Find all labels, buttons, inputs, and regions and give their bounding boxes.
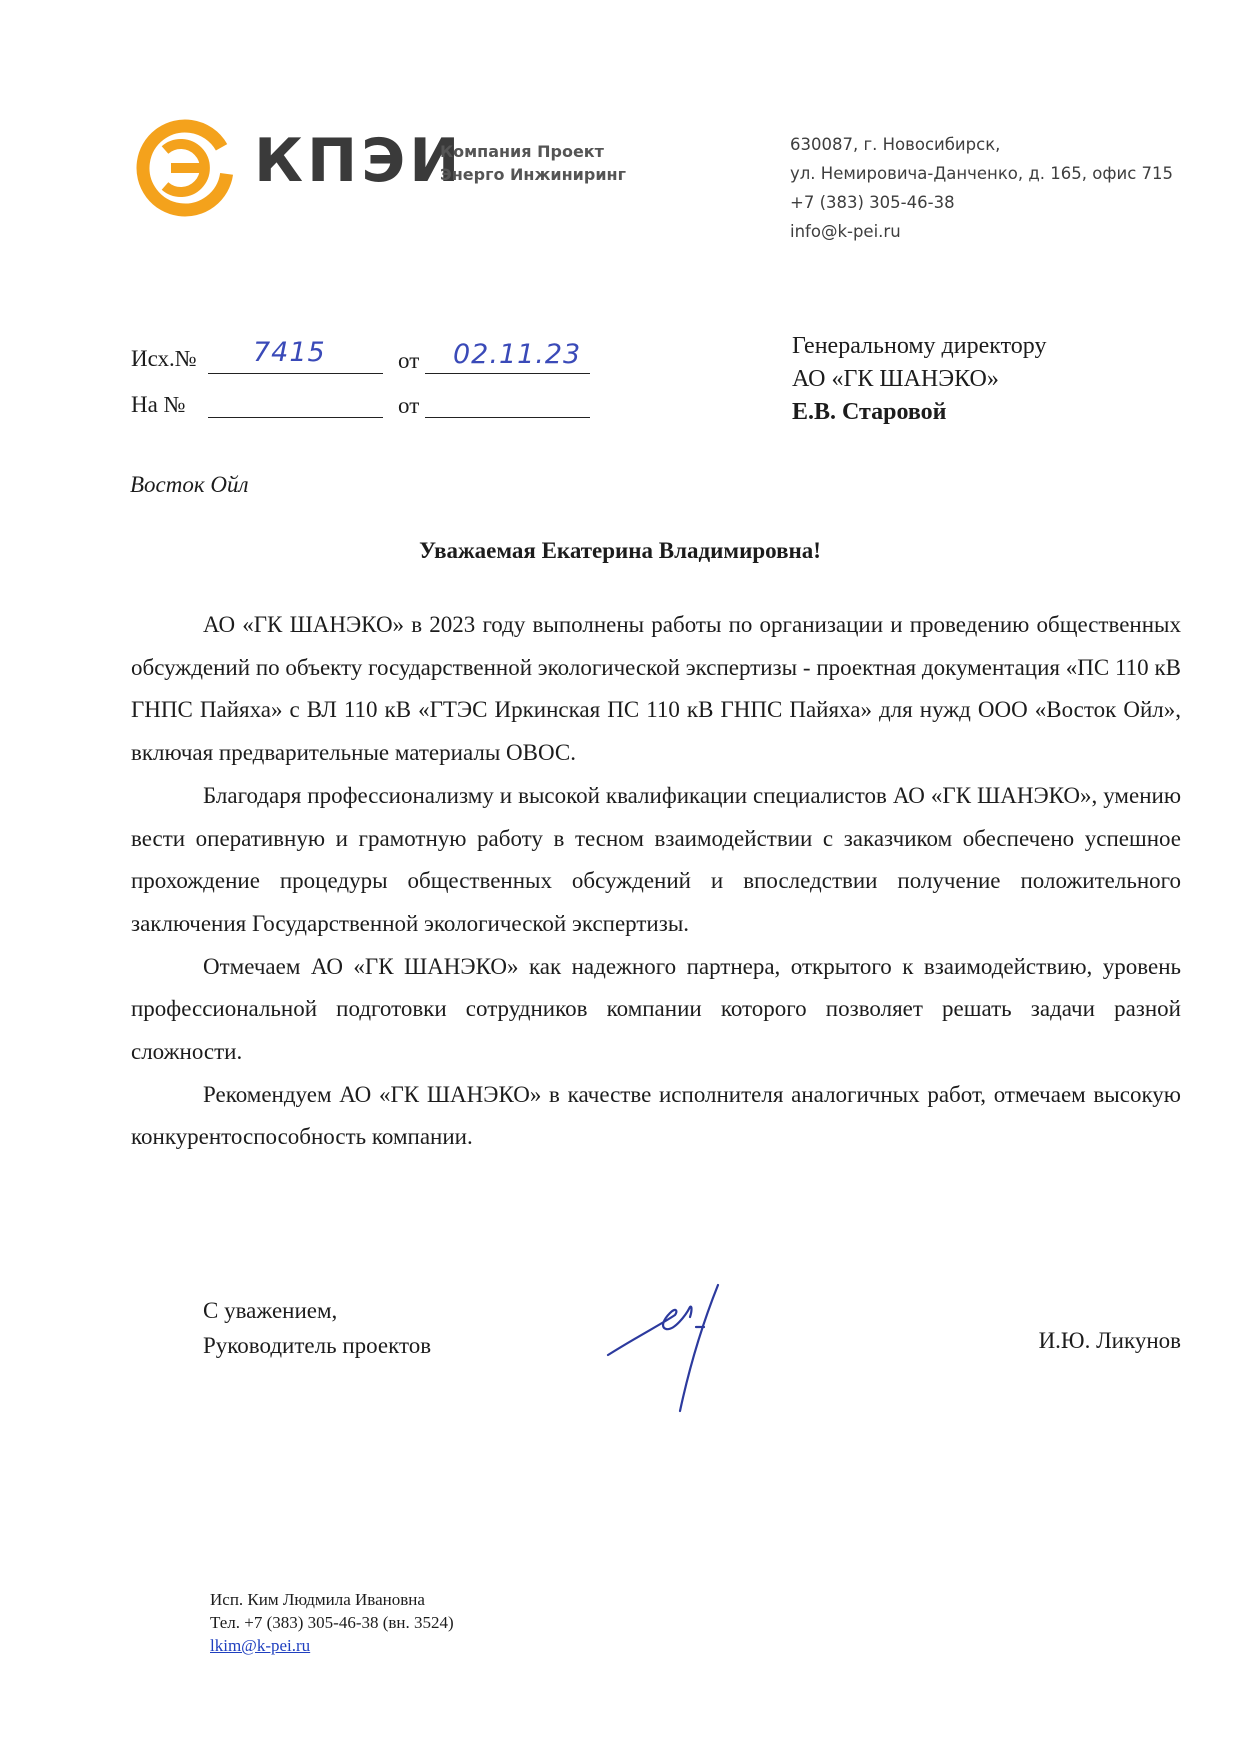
address-line1: 630087, г. Новосибирск, [790, 135, 1001, 154]
body-paragraph: АО «ГК ШАНЭКО» в 2023 году выполнены работы по организации и проведению общественных обсуждений по объекту государственной экологической экспертизы - проектная документация «ПС 110 кВ ГНПС Пайяха» с ВЛ 110 кВ «ГТЭС Иркинская ПС 110 кВ ГНПС Пайяха» для нужд ООО «Восток Ойл», включая предварительные материалы ОВОС. [131, 612, 1181, 766]
letter-body [131, 604, 1181, 1159]
in-number-field [208, 389, 383, 418]
addressee-name: Е.В. Старовой [792, 399, 947, 425]
signer-name: И.Ю. Ликунов [1038, 1328, 1181, 1353]
out-number-label: Исх.№ [131, 346, 197, 371]
company-name-line2: Энерго Инжиниринг [440, 165, 626, 184]
company-email: info@k-pei.ru [790, 222, 901, 241]
out-number-field [208, 337, 383, 374]
company-name [440, 140, 626, 186]
out-number-value: 7415 [253, 337, 326, 368]
in-date-label: от [398, 393, 420, 418]
handwritten-signature [600, 1275, 810, 1425]
signer-position: Руководитель проектов [203, 1333, 432, 1358]
project-note: Восток Ойл [130, 472, 249, 497]
company-phone: +7 (383) 305-46-38 [790, 193, 955, 212]
closing-phrase: С уважением, [203, 1298, 338, 1323]
body-paragraph: Рекомендуем АО «ГК ШАНЭКО» в качестве исполнителя аналогичных работ, отмечаем высокую конкурентоспособность компании. [131, 1081, 1181, 1150]
addressee [792, 330, 1046, 429]
out-date-value: 02.11.23 [453, 339, 582, 370]
body-paragraph: Отмечаем АО «ГК ШАНЭКО» как надежного партнера, открытого к взаимодействию, уровень профессиональной подготовки сотрудников компании которого позволяет решать задачи разной сложности. [131, 953, 1181, 1065]
out-date-label: от [398, 348, 420, 373]
executor-email-link[interactable]: lkim@k-pei.ru [210, 1636, 311, 1655]
logo-wordmark: КПЭИ [254, 126, 464, 196]
company-name-line1: Компания Проект [440, 142, 604, 161]
in-number-label: На № [131, 392, 186, 417]
executor-info [210, 1588, 454, 1657]
out-date-field [425, 339, 590, 374]
body-paragraph: Благодаря профессионализму и высокой квалификации специалистов АО «ГК ШАНЭКО», умению вести оперативную и грамотную работу в тесном взаимодействии с заказчиком обеспечено успешное прохождение процедуры общественных обсуждений и впоследствии получение положительного заключения Государственной экологической экспертизы. [131, 782, 1181, 936]
address-line2: ул. Немировича-Данченко, д. 165, офис 715 [790, 164, 1174, 183]
addressee-position: Генеральному директору [792, 333, 1047, 359]
executor-name: Исп. Ким Людмила Ивановна [210, 1590, 425, 1609]
signature-block [203, 1293, 431, 1363]
company-contacts [790, 130, 1173, 246]
addressee-company: АО «ГК ШАНЭКО» [792, 366, 999, 392]
executor-phone: Тел. +7 (383) 305-46-38 (вн. 3524) [210, 1613, 454, 1632]
company-logo-icon [135, 118, 235, 218]
greeting: Уважаемая Екатерина Владимировна! [419, 538, 821, 563]
in-date-field [425, 389, 590, 418]
